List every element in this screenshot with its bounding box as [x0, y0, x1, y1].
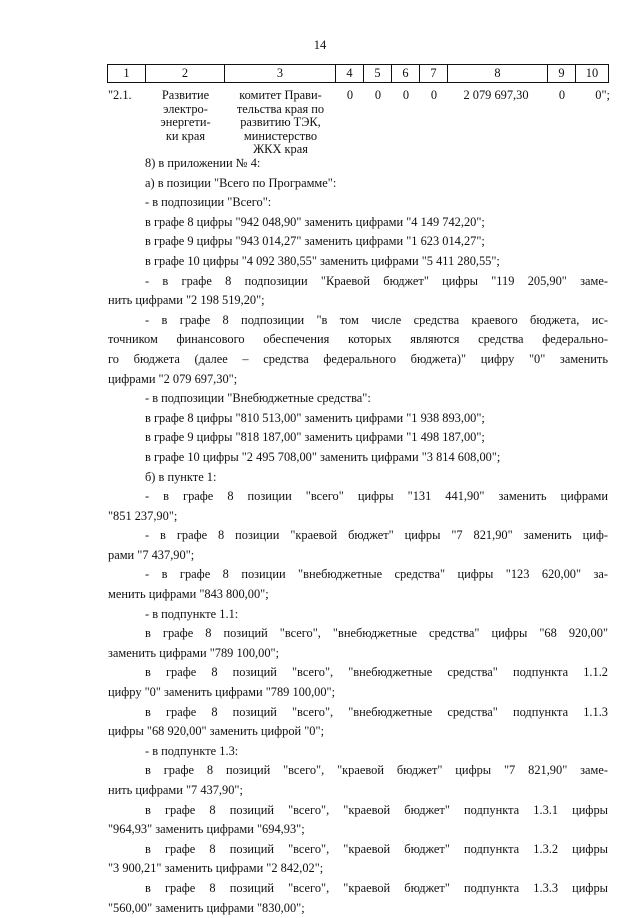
text-line: - в подпозиции "Внебюджетные средства": [145, 391, 371, 406]
text-line: - в подпункте 1.3: [145, 743, 239, 758]
text-line: 8) в приложении № 4: [145, 156, 261, 170]
text-line: го бюджета (далее – средства федерального бюджета)" цифру "0" заменить [108, 351, 608, 366]
value-col-5: 0 [374, 88, 382, 102]
text-line: б) в пункте 1: [145, 469, 217, 484]
text-line: - в подпункте 1.1: [145, 606, 239, 621]
responsible-org-line: комитет Прави- [239, 88, 322, 102]
program-name-line: ки края [165, 128, 206, 143]
text-line: в графе 8 позиций "всего", "краевой бюджет" подпункта 1.3.1 цифры [145, 802, 608, 817]
text-line: в графе 9 цифры "818 187,00" заменить цифрами "1 498 187,00"; [145, 430, 485, 445]
text-line: в графе 8 позиций "всего", "внебюджетные средства" цифры "68 920,00" [145, 626, 608, 641]
responsible-org-line: развитию ТЭК, [240, 115, 321, 130]
value-col-4: 0 [346, 88, 354, 102]
text-line: нить цифрами "7 437,90"; [108, 783, 243, 797]
header-cell: 1 [108, 65, 146, 83]
text-line: - в подпозиции "Всего": [145, 195, 272, 210]
header-cell: 10 [576, 65, 609, 83]
program-name-cell [146, 89, 225, 143]
text-line: в графе 8 цифры "810 513,00" заменить цифрами "1 938 893,00"; [145, 410, 485, 425]
header-cell: 8 [448, 65, 548, 83]
responsible-org-line: министерство [243, 128, 318, 143]
row-number: "2.1. [108, 88, 132, 102]
text-line: в графе 10 цифры "4 092 380,55" заменить цифрами "5 411 280,55"; [145, 253, 500, 268]
text-line: менить цифрами "843 800,00"; [108, 587, 269, 602]
header-cell: 6 [392, 65, 420, 83]
text-line: цифрами "2 079 697,30"; [108, 371, 238, 386]
text-line: "3 900,21" заменить цифрами "2 842,02"; [108, 861, 324, 876]
text-line: в графе 8 позиций "всего", "краевой бюджет" подпункта 1.3.2 цифры [145, 841, 608, 856]
program-name-line: энергети- [160, 115, 211, 130]
value-col-10: 0"; [595, 88, 610, 102]
text-line: - в графе 8 позиции "краевой бюджет" цифры "7 821,90" заменить циф- [145, 528, 608, 543]
header-row [108, 65, 609, 83]
amendment-text [108, 154, 608, 918]
table-row-2-1 [0, 88, 640, 157]
text-line: в графе 8 позиций "всего", "внебюджетные средства" подпункта 1.1.2 [145, 665, 608, 680]
text-line: в графе 10 цифры "2 495 708,00" заменить цифрами "3 814 608,00"; [145, 449, 501, 464]
text-line: цифры "68 920,00" заменить цифрой "0"; [108, 724, 325, 739]
text-line: - в графе 8 позиции "всего" цифры "131 441,90" заменить цифрами [145, 489, 608, 504]
text-line: в графе 8 позиций "всего", "краевой бюджет" цифры "7 821,90" заме- [145, 763, 608, 778]
text-line: в графе 8 позиций "всего", "внебюджетные средства" подпункта 1.1.3 [145, 704, 608, 719]
responsible-org-cell [225, 89, 336, 157]
text-line: в графе 8 позиций "всего", "краевой бюджет" подпункта 1.3.3 цифры [145, 880, 608, 895]
column-number-header-table [107, 64, 609, 83]
text-line: рами "7 437,90"; [108, 547, 195, 562]
header-cell: 2 [146, 65, 225, 83]
header-cell: 3 [225, 65, 336, 83]
program-name-line: электро- [163, 101, 208, 116]
page-number: 14 [313, 38, 327, 52]
value-col-8: 2 079 697,30 [463, 88, 529, 102]
text-line: нить цифрами "2 198 519,20"; [108, 293, 265, 308]
text-line: цифру "0" заменить цифрами "789 100,00"; [108, 685, 336, 700]
header-cell: 5 [364, 65, 392, 83]
text-line: "851 237,90"; [108, 508, 178, 523]
responsible-org-line: тельства края по [236, 101, 325, 116]
text-line: "964,93" заменить цифрами "694,93"; [108, 822, 305, 837]
text-line: в графе 8 цифры "942 048,90" заменить цифрами "4 149 742,20"; [145, 214, 485, 229]
value-col-7: 0 [430, 88, 438, 102]
value-col-9: 0 [558, 88, 566, 102]
text-line: а) в позиции "Всего по Программе": [145, 175, 337, 190]
program-name-line: Развитие [161, 88, 210, 102]
header-cell: 7 [420, 65, 448, 83]
value-col-6: 0 [402, 88, 410, 102]
text-line: "560,00" заменить цифрами "830,00"; [108, 900, 305, 915]
text-line: - в графе 8 подпозиции "Краевой бюджет" цифры "119 205,90" заме- [145, 273, 608, 288]
header-cell: 4 [336, 65, 364, 83]
text-line: заменить цифрами "789 100,00"; [108, 645, 280, 660]
text-line: точником финансового обеспечения которых являются средства федерально- [108, 332, 608, 347]
header-cell: 9 [548, 65, 576, 83]
text-line: в графе 9 цифры "943 014,27" заменить цифрами "1 623 014,27"; [145, 234, 485, 249]
text-line: - в графе 8 позиции "внебюджетные средства" цифры "123 620,00" за- [145, 567, 608, 582]
responsible-org-line: ЖКХ края [253, 142, 308, 157]
text-line: - в графе 8 подпозиции "в том числе средства краевого бюджета, ис- [145, 312, 608, 327]
